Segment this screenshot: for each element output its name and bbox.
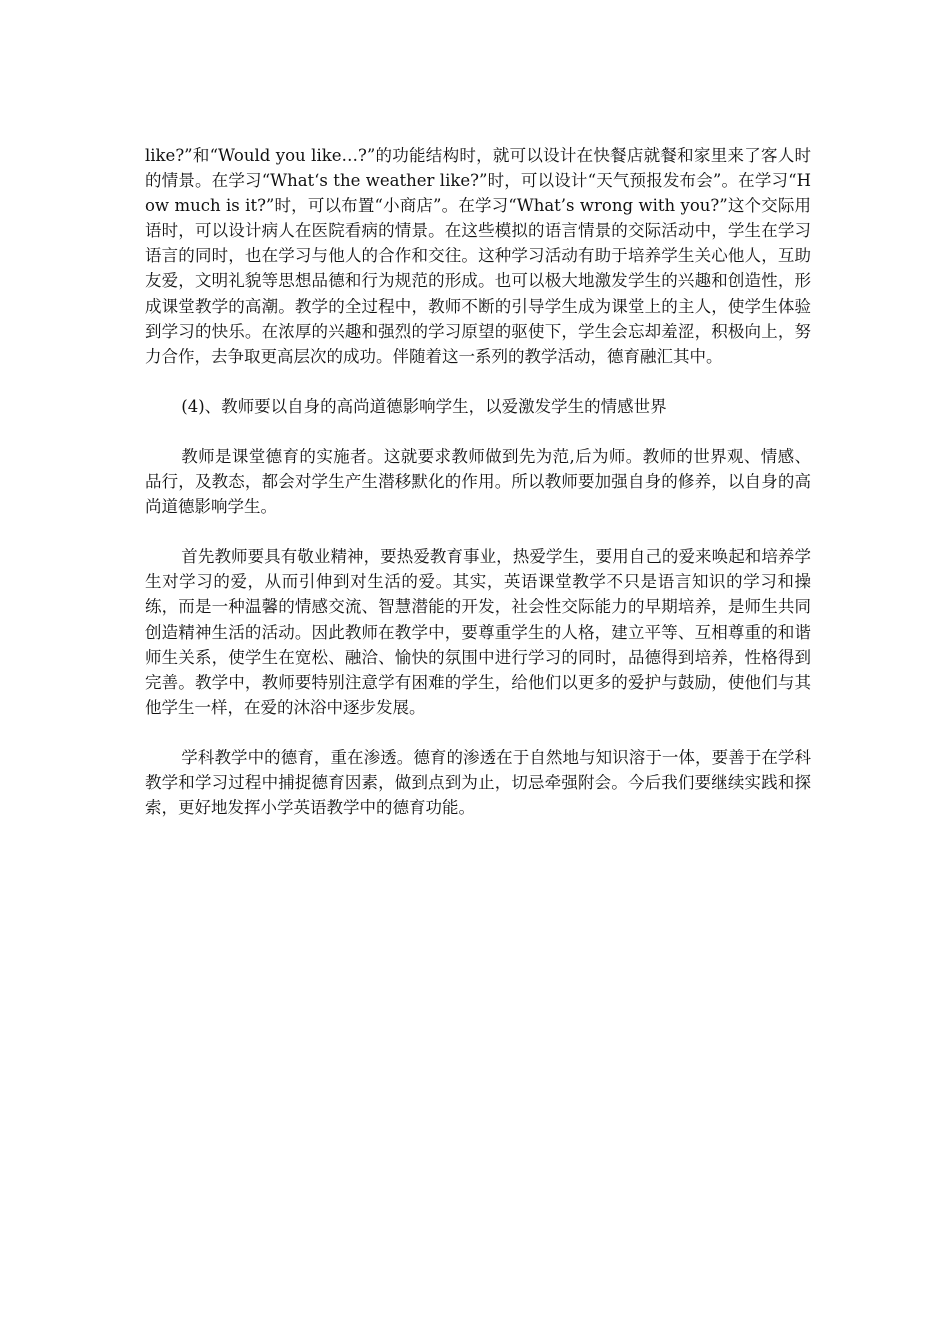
paragraph: 首先教师要具有敬业精神，要热爱教育事业，热爱学生，要用自己的爱来唤起和培养学生对学习的爱，从而引伸到对生活的爱。其实，英语课堂教学不只是语言知识的学习和操练，而是一种温馨的情感交流、智慧潜能的开发，社会性交际能力的早期培养，是师生共同创造精神生活的活动。因此教师在教学中，要尊重学生的人格，建立平等、互相尊重的和谐师生关系，使学生在宽松、融洽、愉快的氛围中进行学习的同时，品德得到培养，性格得到完善。教学中，教师要特别注意学有困难的学生，给他们以更多的爱护与鼓励，使他们与其他学生一样，在爱的沐浴中逐步发展。	[145, 547, 811, 717]
paragraph: 学科教学中的德育，重在渗透。德育的渗透在于自然地与知识溶于一体，要善于在学科教学和学习过程中捕捉德育因素，做到点到为止，切忌牵强附会。今后我们要继续实践和探索，更好地发挥小学英语教学中的德育功能。	[145, 747, 811, 818]
document-body	[145, 143, 811, 845]
paragraph-continuation: like?”和“Would you like…?”的功能结构时，就可以设计在快餐店就餐和家里来了客人时的情景。在学习“What‘s the weather like?”时，可以设计“天气预报发布会”。在学习“How much is it?”时，可以布置“小商店”。在学习“What’s wrong with you?”这个交际用语时，可以设计病人在医院看病的情景。在这些模拟的语言情景的交际活动中，学生在学习语言的同时，也在学习与他人的合作和交往。这种学习活动有助于培养学生关心他人，互助友爱，文明礼貌等思想品德和行为规范的形成。也可以极大地激发学生的兴趣和创造性，形成课堂教学的高潮。教学的全过程中，教师不断的引导学生成为课堂上的主人，使学生体验到学习的快乐。在浓厚的兴趣和强烈的学习原望的驱使下，学生会忘却羞涩，积极向上，努力合作，去争取更高层次的成功。伴随着这一系列的教学活动，德育融汇其中。	[145, 146, 811, 366]
section-heading: (4)、教师要以自身的高尚道德影响学生，以爱激发学生的情感世界	[181, 396, 667, 416]
paragraph: 教师是课堂德育的实施者。这就要求教师做到先为范,后为师。教师的世界观、情感、品行，及教态，都会对学生产生潜移默化的作用。所以教师要加强自身的修养，以自身的高尚道德影响学生。	[145, 446, 811, 517]
